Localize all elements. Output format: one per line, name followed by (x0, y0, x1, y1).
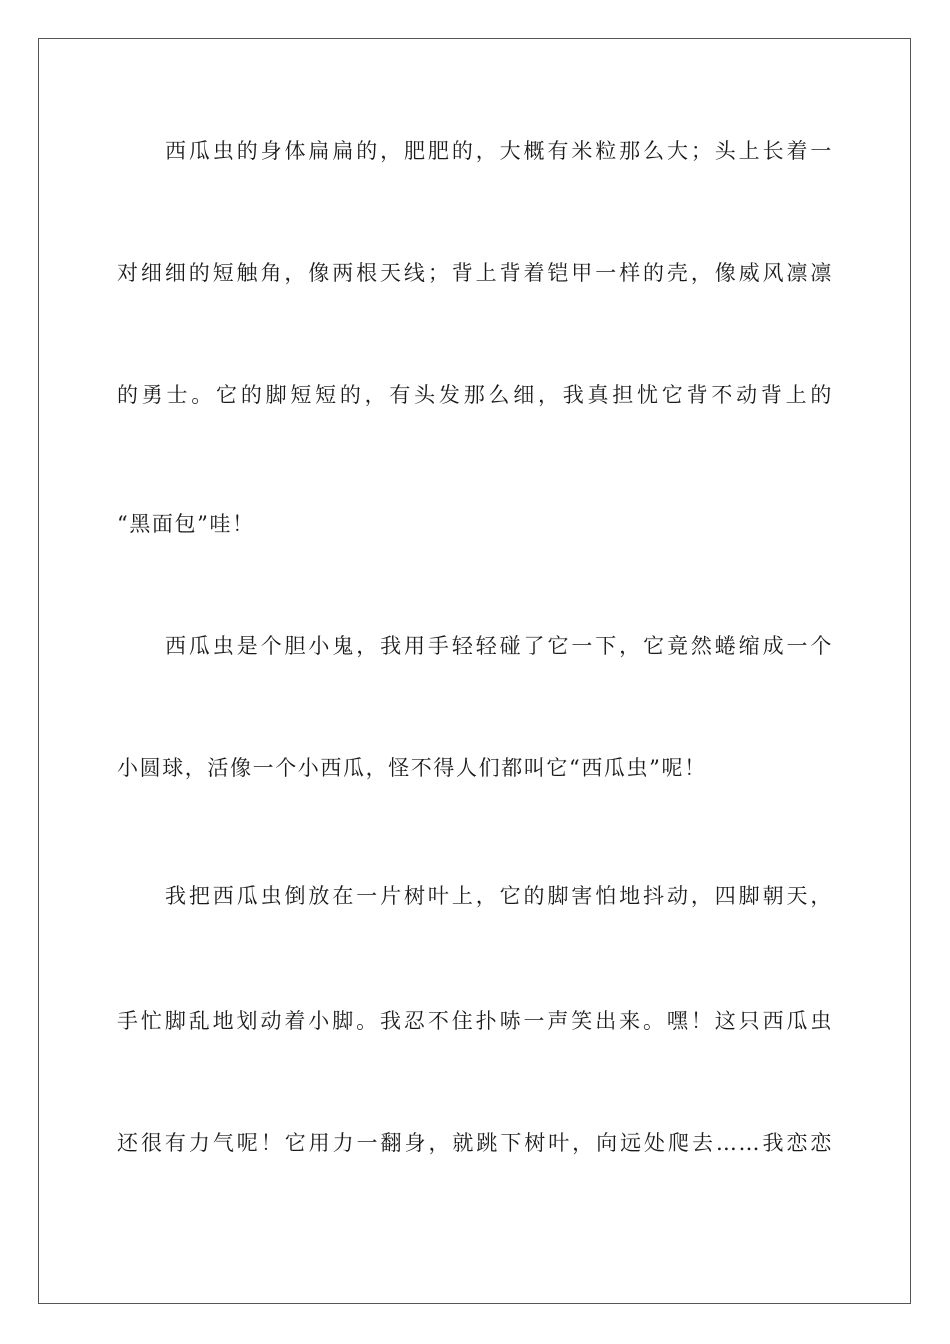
text-line: 的勇士。它的脚短短的，有头发那么细，我真担忧它背不动背上的 (117, 383, 833, 407)
text-line: 西瓜虫是个胆小鬼，我用手轻轻碰了它一下，它竟然蜷缩成一个 (165, 634, 833, 658)
text-line: 小圆球，活像一个小西瓜，怪不得人们都叫它“西瓜虫”呢！ (117, 756, 707, 780)
text-line: “黑面包”哇！ (117, 512, 255, 536)
text-line: 西瓜虫的身体扁扁的，肥肥的，大概有米粒那么大；头上长着一 (165, 139, 833, 163)
page-border (38, 38, 911, 1304)
text-line: 我把西瓜虫倒放在一片树叶上，它的脚害怕地抖动，四脚朝天， (165, 884, 833, 908)
text-line: 还很有力气呢！它用力一翻身，就跳下树叶，向远处爬去……我恋恋 (117, 1131, 833, 1155)
text-line: 手忙脚乱地划动着小脚。我忍不住扑哧一声笑出来。嘿！这只西瓜虫 (117, 1009, 833, 1033)
text-line: 对细细的短触角，像两根天线；背上背着铠甲一样的壳，像威风凛凛 (117, 261, 833, 285)
